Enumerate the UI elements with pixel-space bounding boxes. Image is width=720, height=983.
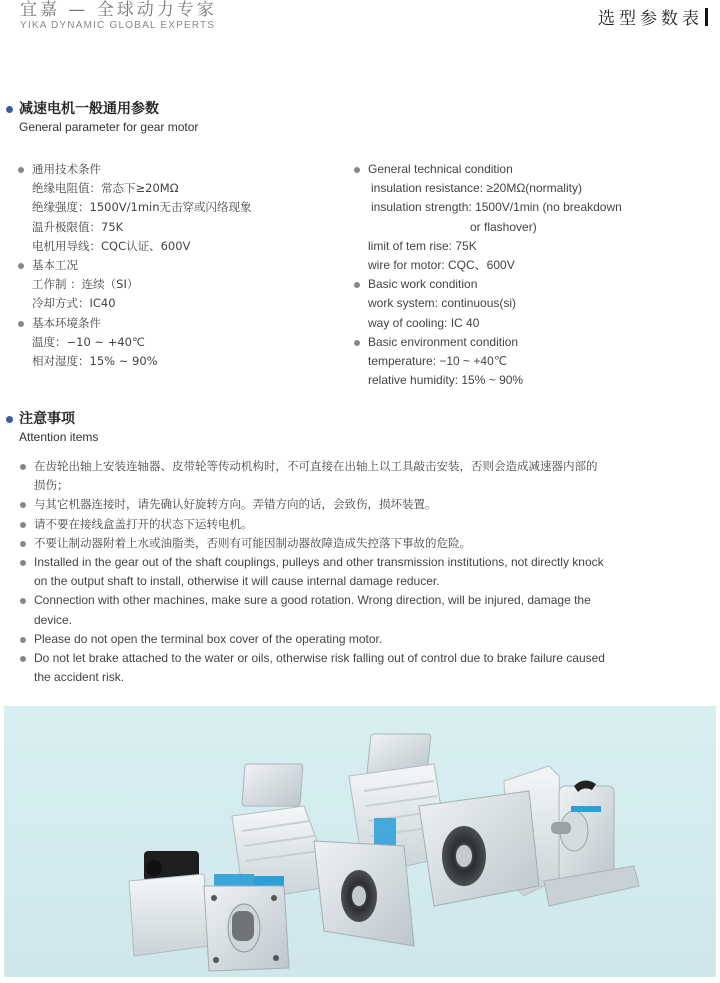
page-tag (598, 4, 708, 29)
bullet-icon (20, 522, 26, 528)
param-group-label: Basic work condition (368, 277, 478, 292)
attention-item (20, 649, 620, 687)
bullet-icon (354, 340, 360, 346)
param-line: insulation resistance: ≥20MΩ(normality) (371, 181, 582, 196)
section-title-en: General parameter for gear motor (19, 120, 199, 134)
params-cn-column (18, 160, 252, 371)
brand-name-en: YIKA DYNAMIC GLOBAL EXPERTS (20, 20, 216, 31)
bullet-icon (354, 167, 360, 173)
section-attention-heading (6, 410, 98, 446)
param-line: 温升极限值：75K (32, 219, 124, 234)
bullet-icon (20, 598, 26, 604)
param-line: 电机用导线：CQC认证、600V (32, 238, 191, 253)
attention-text: Connection with other machines, make sure a good rotation. Wrong direction, will be injured, damage the device. (34, 593, 591, 627)
param-line: 绝缘强度：1500V/1min无击穿或闪络现象 (32, 200, 252, 215)
param-line: 相对湿度：15% ~ 90% (32, 354, 158, 369)
bullet-icon (20, 464, 26, 470)
section-bullet-icon (6, 106, 13, 113)
params-en-column (354, 160, 622, 390)
param-line: temperature: −10 ~ +40℃ (368, 354, 508, 369)
bullet-icon (354, 282, 360, 288)
param-line: relative humidity: 15% ~ 90% (368, 373, 524, 388)
attention-text: Do not let brake attached to the water or oils, otherwise risk falling out of control due to brake failure caused the accident risk. (34, 651, 605, 685)
bullet-icon (18, 167, 24, 173)
section-general-parameters-heading (6, 100, 198, 136)
bullet-icon (20, 502, 26, 508)
param-line: 工作制 ：连续（SI） (32, 277, 139, 292)
param-group (354, 333, 622, 352)
brand-name-cn: 宜嘉 — 全球动力专家 (20, 0, 217, 20)
param-group (18, 160, 252, 179)
attention-text: 与其它机器连接时，请先确认好旋转方向。弄错方向的话，会致伤，损坏装置。 (34, 497, 437, 512)
bullet-icon (20, 541, 26, 547)
param-group-label: 通用技术条件 (32, 162, 101, 176)
section-title-cn: 注意事项 (19, 411, 75, 427)
attention-item (20, 630, 620, 649)
param-line: 温度：−10 ~ +40℃ (32, 334, 145, 349)
param-group-label: General technical condition (368, 162, 513, 176)
param-group (18, 314, 252, 333)
gear-motors-photo (4, 706, 716, 977)
bullet-icon (20, 637, 26, 643)
page-tag-label: 选型参数表 (598, 9, 703, 29)
param-group-label: Basic environment condition (368, 334, 519, 349)
param-line: work system: continuous(si) (368, 296, 517, 311)
brand-header (20, 0, 217, 32)
attention-text: Installed in the gear out of the shaft couplings, pulleys and other transmission institutions, not directly knock on the output shaft to install, otherwise it will cause internal damage reducer. (34, 555, 604, 589)
param-line: insulation strength: 1500V/1min (no breakdown (371, 200, 622, 215)
bullet-icon (20, 656, 26, 662)
attention-item (20, 591, 620, 629)
bullet-icon (18, 263, 24, 269)
bullet-icon (20, 560, 26, 566)
page-tag-bar (705, 8, 708, 26)
attention-text: 在齿轮出轴上安装连轴器、皮带轮等传动机构时，不可直接在出轴上以工具敲击安装，否则会造成减速器内部的损伤； (34, 459, 598, 493)
param-line: 绝缘电阻值：常态下≥20MΩ (32, 181, 179, 196)
param-line: wire for motor: CQC、600V (368, 258, 515, 273)
param-group (18, 256, 252, 275)
attention-text: 请不要在接线盒盖打开的状态下运转电机。 (34, 516, 253, 531)
section-bullet-icon (6, 416, 13, 423)
param-line: limit of tem rise: 75K (368, 238, 477, 253)
param-line: way of cooling: IC 40 (368, 315, 480, 330)
attention-item (20, 534, 620, 553)
gear-motors-illustration (4, 706, 716, 977)
attention-item (20, 553, 620, 591)
attention-item (20, 515, 620, 534)
param-line: 冷却方式：IC40 (32, 296, 116, 311)
attention-text: 不要让制动器附着上水或油脂类，否则有可能因制动器故障造成失控落下事故的危险。 (34, 535, 471, 550)
param-group (354, 275, 622, 294)
param-line: or flashover) (470, 219, 537, 234)
attention-list (20, 457, 620, 687)
param-group-label: 基本环境条件 (32, 315, 101, 330)
attention-item (20, 495, 620, 514)
bullet-icon (18, 321, 24, 327)
attention-text: Please do not open the terminal box cover of the operating motor. (34, 631, 383, 646)
param-group-label: 基本工况 (32, 258, 78, 273)
section-title-cn: 减速电机一般通用参数 (19, 101, 159, 117)
attention-item (20, 457, 620, 495)
param-group (354, 160, 622, 179)
section-title-en: Attention items (19, 430, 99, 444)
